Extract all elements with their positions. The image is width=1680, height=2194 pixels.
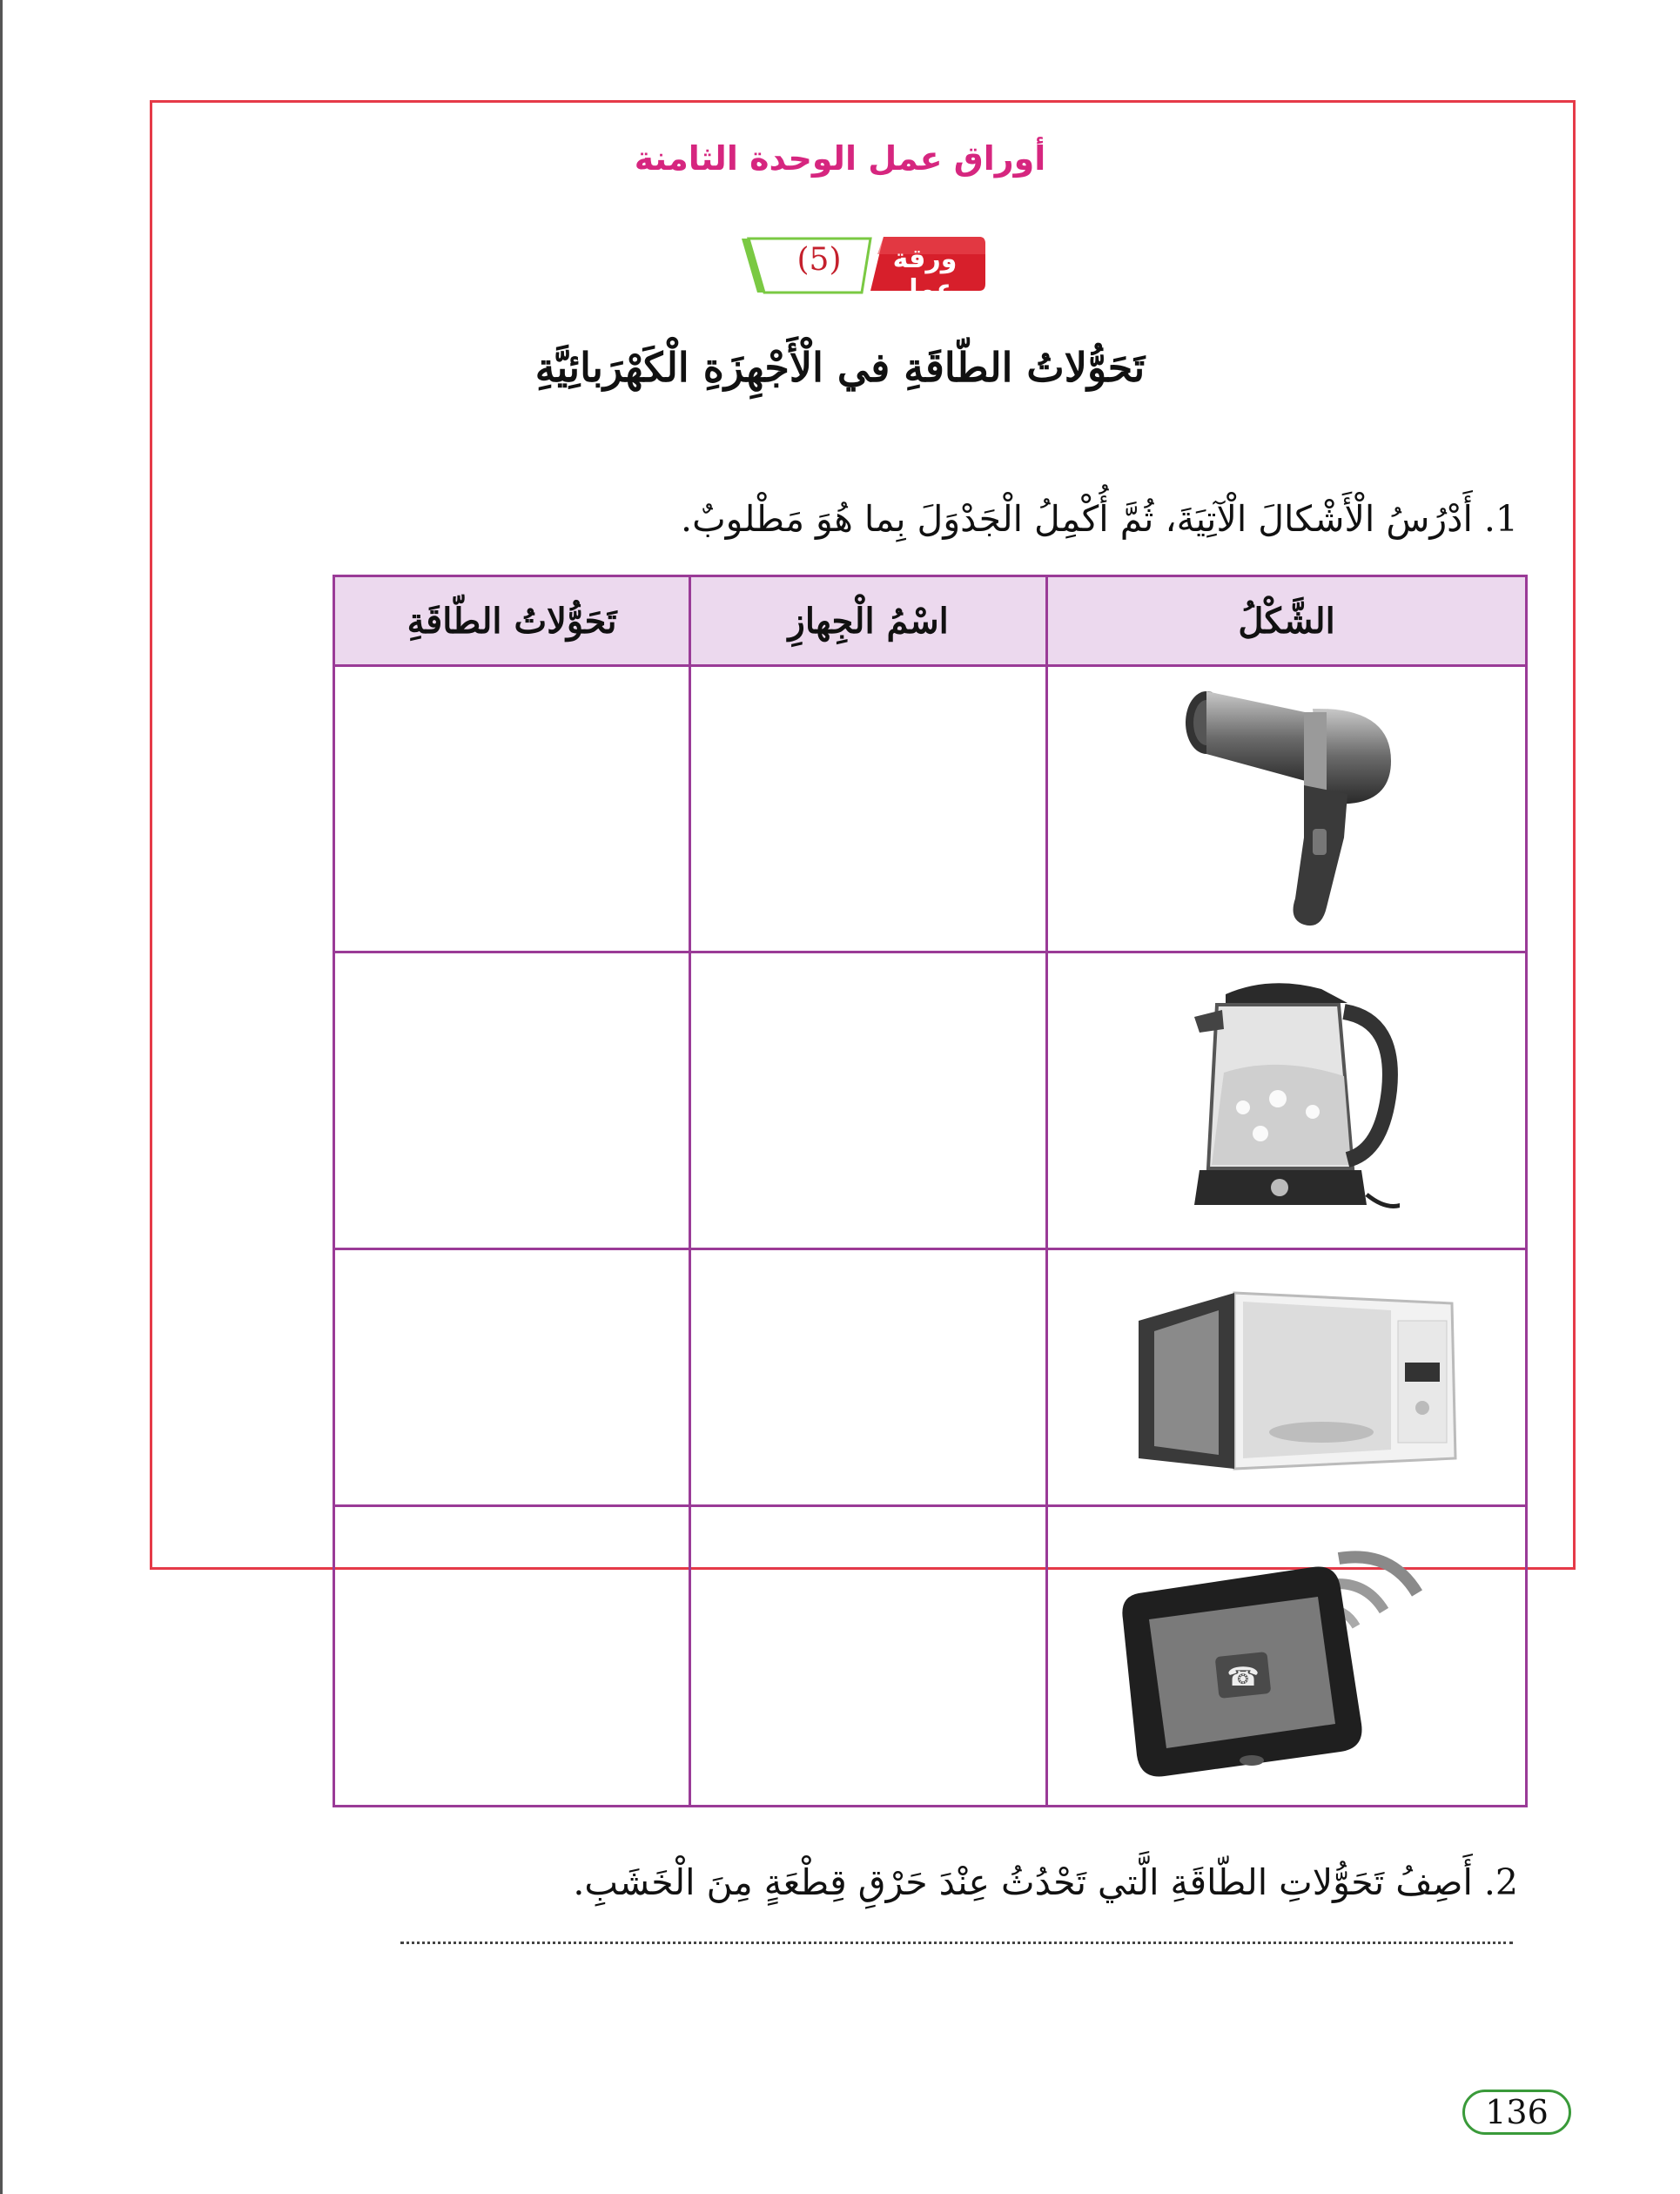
sheet-title: تَحَوُّلاتُ الطّاقَةِ في الْأَجْهِزَةِ الْكَهْرَبائِيَّةِ bbox=[534, 344, 1146, 391]
table-row bbox=[334, 666, 1527, 952]
device-name-cell[interactable] bbox=[690, 1249, 1047, 1506]
device-name-cell[interactable] bbox=[690, 1506, 1047, 1807]
question-2: 2. أَصِفُ تَحَوُّلاتِ الطّاقَةِ الَّتي تَحْدُثُ عِنْدَ حَرْقِ قِطْعَةٍ مِنَ الْخَشَبِ. bbox=[573, 1861, 1518, 1903]
device-name-cell[interactable] bbox=[690, 666, 1047, 952]
question-1: 1. أَدْرُسُ الْأَشْكالَ الْآتِيَةَ، ثُمَّ أُكْمِلُ الْجَدْوَلَ بِما هُوَ مَطْلوبٌ. bbox=[681, 498, 1518, 540]
energy-cell[interactable] bbox=[334, 666, 690, 952]
electric-kettle-image bbox=[1173, 968, 1400, 1229]
answer-dotted-line[interactable] bbox=[400, 1931, 1513, 1944]
mobile-phone-image bbox=[1104, 1524, 1469, 1785]
energy-table bbox=[333, 575, 1528, 1807]
svg-text:☎: ☎ bbox=[1226, 1662, 1260, 1693]
table-row bbox=[334, 1506, 1527, 1807]
energy-cell[interactable] bbox=[334, 1506, 690, 1807]
shape-cell bbox=[1047, 1506, 1527, 1807]
energy-cell[interactable] bbox=[334, 1249, 690, 1506]
shape-cell bbox=[1047, 1249, 1527, 1506]
worksheet-label: ورقة عمل bbox=[892, 244, 958, 305]
unit-title: أوراق عمل الوحدة الثامنة bbox=[634, 139, 1046, 178]
energy-cell[interactable] bbox=[334, 952, 690, 1249]
hair-dryer-image bbox=[1173, 681, 1400, 933]
device-name-cell[interactable] bbox=[690, 952, 1047, 1249]
microwave-oven-image bbox=[1104, 1275, 1469, 1476]
page-edge-rule bbox=[0, 0, 3, 2194]
worksheet-number: (5) bbox=[796, 242, 842, 278]
table-row bbox=[334, 1249, 1527, 1506]
shape-cell bbox=[1047, 666, 1527, 952]
table-header-row bbox=[334, 576, 1527, 666]
worksheet-badge bbox=[740, 233, 988, 305]
table-row bbox=[334, 952, 1527, 1249]
header-energy-transformations: تَحَوُّلاتُ الطّاقَةِ bbox=[334, 576, 690, 666]
shape-cell bbox=[1047, 952, 1527, 1249]
header-device-name: اسْمُ الْجِهازِ bbox=[690, 576, 1047, 666]
page-number: 136 bbox=[1462, 2090, 1571, 2135]
header-shape: الشَّكْلُ bbox=[1047, 576, 1527, 666]
